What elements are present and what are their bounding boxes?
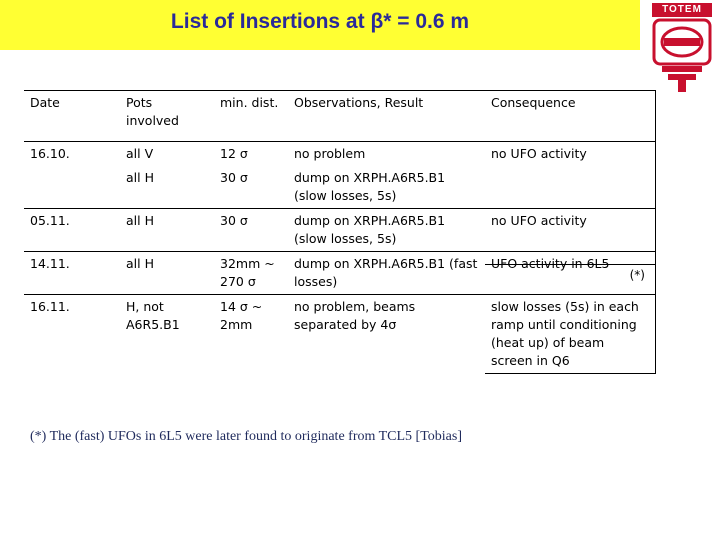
- footnote-marker: (*): [629, 268, 645, 282]
- cell-obs: no problem, beams separated by 4σ: [288, 295, 485, 374]
- cell-date: [24, 166, 120, 209]
- cell-date: 16.11.: [24, 295, 120, 374]
- cell-obs: dump on XRPH.A6R5.B1 (fast losses): [288, 252, 485, 295]
- table-row: [24, 142, 656, 167]
- logo-text: TOTEM: [652, 3, 712, 17]
- header-consequence: Consequence: [485, 91, 656, 142]
- cell-dist: 12 σ: [214, 142, 288, 167]
- cell-pots: all H: [126, 170, 154, 185]
- cell-pots: H, not A6R5.B1: [120, 295, 214, 374]
- cell-pots: all H: [120, 209, 214, 252]
- cell-cons: no UFO activity: [485, 209, 656, 252]
- cell-dist: 14 σ ~ 2mm: [214, 295, 288, 374]
- cell-dist: 30 σ: [220, 170, 248, 185]
- cell-date: 05.11.: [24, 209, 120, 252]
- insertions-table: [24, 90, 656, 374]
- cell-obs: dump on XRPH.A6R5.B1 (slow losses, 5s): [288, 209, 485, 252]
- table-row: [24, 295, 656, 374]
- table-row: [24, 166, 656, 209]
- page-title: List of Insertions at β* = 0.6 m: [170, 10, 470, 33]
- cell-obs: dump on XRPH.A6R5.B1 (slow losses, 5s): [294, 170, 446, 203]
- cell-date: 16.10.: [24, 142, 120, 167]
- cell-cons: no UFO activity: [485, 142, 656, 167]
- cell-pots: all V: [120, 142, 214, 167]
- header-observations: Observations, Result: [288, 91, 485, 142]
- table-row: [24, 209, 656, 252]
- cell-pots: all H: [120, 252, 214, 295]
- cell-obs: no problem: [288, 142, 485, 167]
- cell-cons: slow losses (5s) in each ramp until conditioning (heat up) of beam screen in Q6: [485, 295, 656, 374]
- table-row: [24, 252, 656, 295]
- header-date: Date: [24, 91, 120, 142]
- cell-date: 14.11.: [24, 252, 120, 295]
- cell-cons-ufo: [485, 252, 656, 295]
- cross-line: [485, 264, 655, 265]
- header-pots: Pots involved: [120, 91, 214, 142]
- header-min-dist: min. dist.: [214, 91, 288, 142]
- cell-dist: 32mm ~ 270 σ: [214, 252, 288, 295]
- cell-cons: [485, 166, 656, 209]
- cell-dist: 30 σ: [214, 209, 288, 252]
- footnote: (*) The (fast) UFOs in 6L5 were later found to originate from TCL5 [Tobias]: [30, 429, 463, 444]
- table-header-row: [24, 91, 656, 142]
- cell-cons: UFO activity in 6L5: [491, 256, 610, 271]
